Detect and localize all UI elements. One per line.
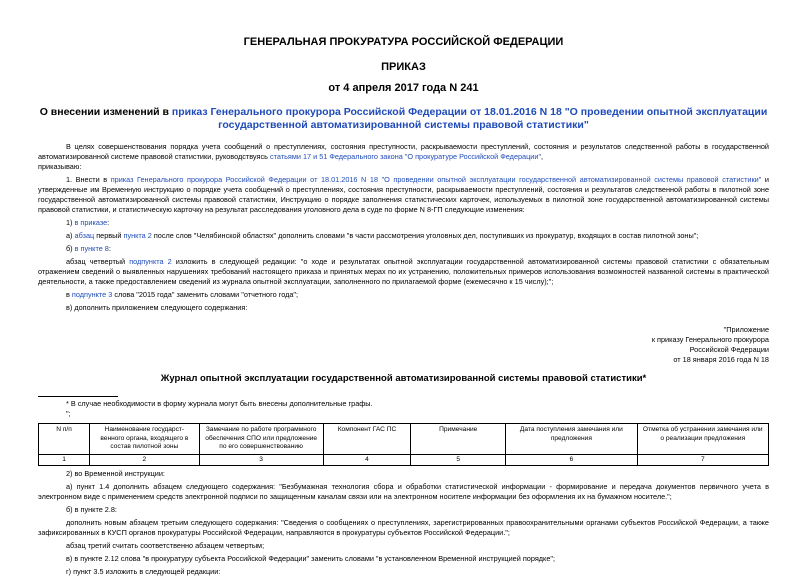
table-number-cell: 2	[90, 454, 200, 466]
table-number-cell: 6	[506, 454, 637, 466]
new-abzac-paragraph: дополнить новым абзацем третьим следующего содержания: "Сведения о сообщениях о преступлениях, зарегистрированных правоохранительными органами субъектов Российской Федерации, а также зафиксированных в КУСП органов прокуратуры Российской Федерации, направляются в прокуратуры субъектов Российской Федерации.";	[38, 518, 769, 537]
table-header-cell: Примечание	[411, 424, 506, 455]
table-header-cell: Замечание по работе программного обеспечения СПО или предложение по его совершенствованию	[199, 424, 323, 455]
order-word: приказываю:	[38, 162, 82, 171]
abzac-renumber-paragraph: абзац третий считать соответственно абзацем четвертым;	[66, 541, 265, 550]
sub-1-punct: :	[107, 218, 110, 227]
appendix-line-4: от 18 января 2016 года N 18	[673, 355, 769, 364]
table-number-cell: 7	[637, 454, 768, 466]
abzac-4-paragraph	[38, 257, 769, 287]
subpoint-3-paragraph	[38, 290, 769, 300]
sub-v-paragraph: в) дополнить приложением следующего содержания:	[66, 303, 248, 312]
item-2b-paragraph: б) в пункте 2.8:	[66, 505, 117, 514]
sub-b-paragraph	[38, 244, 769, 254]
sub-1-prefix: 1)	[66, 218, 75, 227]
preamble-text: В целях совершенствования порядка учета сообщений о преступлениях, состояния преступности, раскрываемости преступлений, состояния и результатов следственной работы в государственной автоматизированной системе правовой статистики, руководствуясь	[38, 142, 769, 161]
table-header-row	[39, 424, 769, 455]
sub-a-paragraph	[38, 231, 769, 241]
item-2a-paragraph: а) пункт 1.4 дополнить абзацем следующего содержания: "Безбумажная технология сбора и обработки статистической информации - формирование и передача документов первичного учета в электронном виде с применением средств электронной подписи по защищенным каналам связи или на электронном носителе информации без оформления их на бумажном носителе.";	[38, 482, 769, 501]
journal-table	[38, 423, 769, 466]
abzac-4-text: изложить в следующей редакции: "о ходе и результатах опытной эксплуатации государственной автоматизированной системы правовой статистики с обязательным отражением сведений о выявленных нарушениях требований настоящего приказа и принятых мерах по их устранению, положительных примеров использования возможностей названной системы в практической деятельности, а также предоставлением сведений из журнала опытной эксплуатации, заполненного по прилагаемой форме (ежемесячно к 15 числу);";	[38, 257, 770, 286]
subpoint-2-link[interactable]: подпункта 2	[129, 257, 172, 266]
point-8-link[interactable]: в пункте 8	[74, 244, 109, 253]
doc-date-number: от 4 апреля 2017 года N 241	[328, 82, 479, 94]
org-heading: ГЕНЕРАЛЬНАЯ ПРОКУРАТУРА РОССИЙСКОЙ ФЕДЕРАЦИИ	[243, 36, 564, 48]
table-number-cell: 1	[39, 454, 90, 466]
order-18-link[interactable]: приказ Генерального прокурора Российской Федерации от 18.01.2016 N 18 "О проведении опытной эксплуатации государственной автоматизированной системы правовой статистики"	[110, 175, 762, 184]
table-number-row	[39, 454, 769, 466]
preamble-punct: ,	[541, 152, 544, 161]
in-order-link[interactable]: в приказе	[74, 218, 108, 227]
table-number-cell: 5	[411, 454, 506, 466]
subpoint-3-text: слова "2015 года" заменить словами "отчетного года";	[112, 290, 299, 299]
item-2v-paragraph: в) в пункте 2.12 слова "в прокуратуру субъекта Российской Федерации" заменить словами "в установленном Временной инструкцией порядке";	[66, 554, 555, 563]
footnote: * В случае необходимости в форму журнала могут быть внесены дополнительные графы.	[66, 399, 373, 408]
table-header-cell: Дата поступления замечания или предложения	[506, 424, 637, 455]
law-articles-link[interactable]: статьями 17 и 51 Федерального закона "О прокуратуре Российской Федерации"	[269, 152, 542, 161]
sub-1-paragraph	[38, 218, 769, 228]
subpoint-3-prefix: в	[66, 290, 72, 299]
appendix-line-3: Российской Федерации	[689, 345, 769, 354]
table-header-cell: N п/п	[39, 424, 90, 455]
paragraph-link[interactable]: абзац	[74, 231, 95, 240]
preamble-paragraph	[38, 142, 769, 162]
doc-kind: ПРИКАЗ	[381, 61, 426, 73]
journal-title: Журнал опытной эксплуатации государственной автоматизированной системы правовой статистики*	[160, 373, 647, 384]
doc-title	[38, 106, 769, 132]
appendix-line-1: "Приложение	[723, 325, 769, 334]
table-number-cell: 3	[199, 454, 323, 466]
abzac-4-prefix: абзац четвертый	[66, 257, 130, 266]
item-1-paragraph	[38, 175, 769, 215]
point-2-link[interactable]: пункта 2	[123, 231, 152, 240]
footnote-rule	[38, 396, 118, 397]
item-2g-paragraph: г) пункт 3.5 изложить в следующей редакции:	[66, 567, 221, 576]
item-1-text: и утвержденные им Временную инструкцию о порядке учета сообщений о преступлениях, состояния преступности, раскрываемости преступлений, состояния и результатов следственной работы в пилотной зоне государственной автоматизированной системы правовой статистики, Инструкцию о порядке заполнения статистических карточек, используемых в пилотной зоне государственной автоматизированной системы правовой статистики, и статистическую карточку на результат расследования уголовного дела в суде по форме N 8-ГП следующие изменения:	[38, 175, 769, 214]
sub-a-prefix: а)	[66, 231, 75, 240]
subpoint-3-link[interactable]: подпункте 3	[71, 290, 113, 299]
sub-b-prefix: б)	[66, 244, 75, 253]
table-header-cell: Компонент ГАС ПС	[323, 424, 411, 455]
sub-a-text: после слов "Челябинской областях" дополнить словами "в части рассмотрения уголовных дел, поступивших из прокуратур, входящих в состав пилотной зоны";	[151, 231, 699, 240]
table-header-cell: Отметка об устранении замечания или о реализации предложения	[637, 424, 768, 455]
appendix-line-2: к приказу Генерального прокурора	[651, 335, 769, 344]
title-prefix: О внесении изменений в	[39, 106, 172, 118]
table-header-cell: Наименование государст- венного органа, входящего в состав пилотной зоны	[90, 424, 200, 455]
item-1-prefix: 1. Внести в	[66, 175, 111, 184]
appendix-block	[38, 325, 769, 365]
title-order-link[interactable]: приказ Генерального прокурора Российской Федерации от 18.01.2016 N 18 "О проведении опытной эксплуатации государственной автоматизированной системы правовой статистики"	[171, 106, 768, 131]
sub-b-punct: :	[108, 244, 111, 253]
footnote-close: ";	[66, 409, 71, 418]
table-number-cell: 4	[323, 454, 411, 466]
sub-a-mid: первый	[94, 231, 124, 240]
item-2-paragraph: 2) во Временной инструкции:	[66, 469, 165, 478]
